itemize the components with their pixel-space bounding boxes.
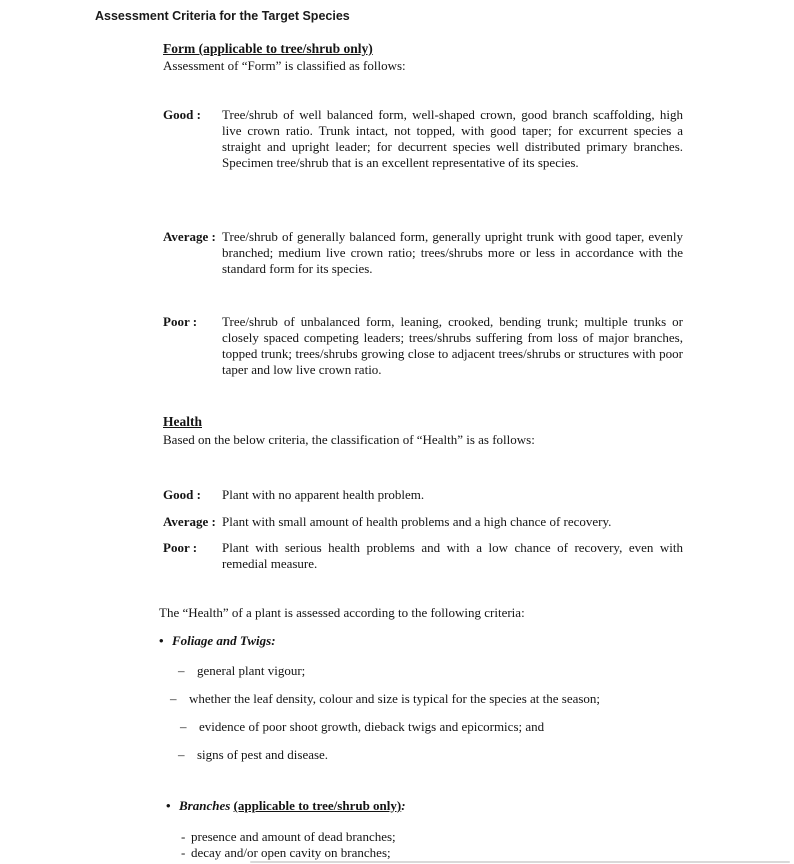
form-criterion-average — [163, 229, 683, 277]
criterion-label: Poor : — [163, 314, 198, 329]
health-criterion-average — [163, 514, 683, 530]
page-title: Assessment Criteria for the Target Species — [95, 9, 350, 23]
criterion-text: Plant with small amount of health problems and a high chance of recovery. — [222, 514, 612, 529]
criterion-label: Average : — [163, 229, 216, 244]
criterion-label: Average : — [163, 514, 216, 529]
branches-heading-qualifier: (applicable to tree/shrub only) — [233, 798, 402, 813]
scan-edge-artifact — [250, 861, 790, 863]
criterion-text: Plant with no apparent health problem. — [222, 487, 425, 502]
form-section-intro: Assessment of “Form” is classified as follows: — [163, 58, 406, 73]
criterion-text: Tree/shrub of unbalanced form, leaning, crooked, bending trunk; multiple trunks or closely spaced competing leaders; trees/shrubs suffering from loss of major branches, topped trunk; trees/shrubs growing close to adjacent trees/shrubs or structures with poor taper and low live crown ratio. — [222, 314, 683, 377]
branches-criterion — [181, 829, 396, 845]
foliage-heading-text: Foliage and Twigs: — [172, 633, 276, 648]
criterion-text: Plant with serious health problems and with a low chance of recovery, even with remedial measure. — [222, 540, 683, 571]
branches-criterion-text: decay and/or open cavity on branches; — [191, 845, 391, 860]
dash-icon: – — [178, 663, 185, 678]
foliage-criterion-text: signs of pest and disease. — [197, 747, 329, 762]
foliage-criterion-text: general plant vigour; — [197, 663, 306, 678]
dash-icon: - — [181, 845, 186, 860]
health-criterion-good — [163, 487, 683, 503]
branches-heading — [166, 798, 406, 814]
health-section-heading: Health — [163, 414, 202, 429]
health-criteria-intro: The “Health” of a plant is assessed according to the following criteria: — [159, 605, 525, 620]
bullet-icon: • — [159, 633, 164, 648]
branches-criterion-text: presence and amount of dead branches; — [191, 829, 396, 844]
branches-heading-colon: : — [401, 798, 406, 813]
criterion-text: Tree/shrub of well balanced form, well-shaped crown, good branch scaffolding, high live crown ratio. Trunk intact, not topped, with good taper; for excurrent species a straight and upright leader; for decurrent species well distributed primary branches. Specimen tree/shrub that is an excellent representative of its species. — [222, 107, 683, 170]
criterion-text: Tree/shrub of generally balanced form, generally upright trunk with good taper, evenly branched; medium live crown ratio; trees/shrubs more or less in accordance with the standard form for its species. — [222, 229, 683, 276]
dash-icon: - — [181, 829, 186, 844]
branches-heading-text: Branches — [179, 798, 231, 813]
foliage-criterion — [180, 719, 544, 735]
form-criterion-good — [163, 107, 683, 171]
foliage-criterion — [178, 663, 305, 679]
foliage-criterion-text: whether the leaf density, colour and size is typical for the species at the season; — [189, 691, 601, 706]
foliage-criterion — [170, 691, 600, 707]
dash-icon: – — [170, 691, 177, 706]
dash-icon: – — [180, 719, 187, 734]
foliage-heading — [159, 633, 276, 649]
bullet-icon: • — [166, 798, 171, 813]
form-criterion-poor — [163, 314, 683, 378]
branches-criterion — [181, 845, 391, 861]
foliage-criterion — [178, 747, 328, 763]
health-criterion-poor — [163, 540, 683, 572]
form-section-heading: Form (applicable to tree/shrub only) — [163, 41, 373, 56]
criterion-label: Good : — [163, 487, 201, 502]
health-section-intro: Based on the below criteria, the classification of “Health” is as follows: — [163, 432, 535, 447]
criterion-label: Good : — [163, 107, 201, 122]
foliage-criterion-text: evidence of poor shoot growth, dieback twigs and epicormics; and — [199, 719, 545, 734]
criterion-label: Poor : — [163, 540, 198, 555]
dash-icon: – — [178, 747, 185, 762]
